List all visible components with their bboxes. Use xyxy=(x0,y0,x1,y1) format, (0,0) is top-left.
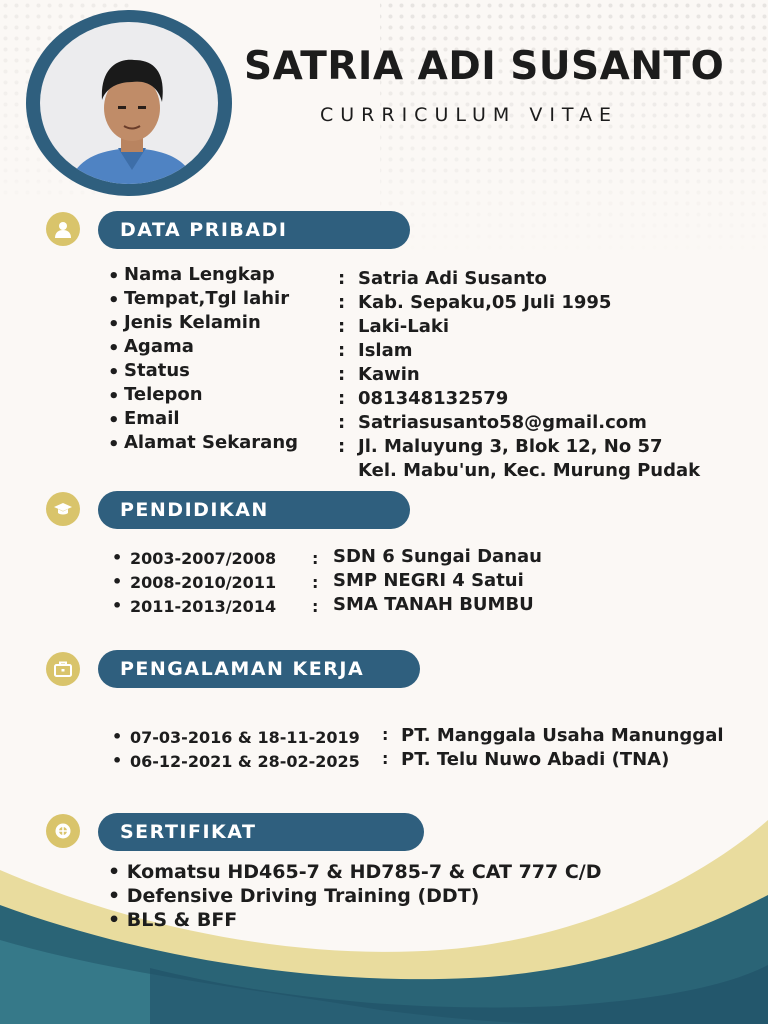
experience-period: 06-12-2021 & 28-02-2025 xyxy=(130,752,360,771)
certificate-item: • Komatsu HD465-7 & HD785-7 & CAT 777 C/D xyxy=(108,861,602,883)
certificate-text: BLS & BFF xyxy=(126,909,238,931)
certificate-text: Komatsu HD465-7 & HD785-7 & CAT 777 C/D xyxy=(126,861,602,883)
field-label: Email xyxy=(124,408,180,429)
section-header-data-pribadi: DATA PRIBADI xyxy=(98,211,410,249)
field-value: Kawin xyxy=(358,364,420,385)
field-value: Satriasusanto58@gmail.com xyxy=(358,412,647,433)
field-label: Status xyxy=(124,360,190,381)
field-label: Jenis Kelamin xyxy=(124,312,261,333)
experience-company: PT. Telu Nuwo Abadi (TNA) xyxy=(401,749,670,770)
experience-period: 07-03-2016 & 18-11-2019 xyxy=(130,728,360,747)
field-value: Laki-Laki xyxy=(358,316,449,337)
section-header-pendidikan: PENDIDIKAN xyxy=(98,491,410,529)
field-value: 081348132579 xyxy=(358,388,509,409)
field-label: Telepon xyxy=(124,384,203,405)
field-value: Satria Adi Susanto xyxy=(358,268,547,289)
profile-photo xyxy=(26,10,232,196)
briefcase-icon xyxy=(46,652,80,686)
field-label: Agama xyxy=(124,336,194,357)
field-value: Islam xyxy=(358,340,413,361)
section-header-sertifikat: SERTIFIKAT xyxy=(98,813,424,851)
certificate-icon xyxy=(46,814,80,848)
person-icon xyxy=(46,212,80,246)
experience-company: PT. Manggala Usaha Manunggal xyxy=(401,725,724,746)
field-label: Tempat,Tgl lahir xyxy=(124,288,290,309)
education-school: SMP NEGRI 4 Satui xyxy=(333,570,524,591)
field-value-continued: Kel. Mabu'un, Kec. Murung Pudak xyxy=(358,460,701,481)
certificate-item: • Defensive Driving Training (DDT) xyxy=(108,885,480,907)
person-name: SATRIA ADI SUSANTO xyxy=(244,44,725,89)
certificate-list xyxy=(108,860,602,932)
field-label: Nama Lengkap xyxy=(124,264,275,285)
education-period: 2003-2007/2008 xyxy=(130,549,277,568)
education-school: SDN 6 Sungai Danau xyxy=(333,546,542,567)
education-school: SMA TANAH BUMBU xyxy=(333,594,534,615)
field-value: Jl. Maluyung 3, Blok 12, No 57 xyxy=(358,436,663,457)
certificate-item: • BLS & BFF xyxy=(108,909,238,931)
field-value: Kab. Sepaku,05 Juli 1995 xyxy=(358,292,612,313)
education-period: 2011-2013/2014 xyxy=(130,597,277,616)
document-subtitle: CURRICULUM VITAE xyxy=(320,104,619,126)
education-period: 2008-2010/2011 xyxy=(130,573,277,592)
certificate-text: Defensive Driving Training (DDT) xyxy=(126,885,480,907)
field-label: Alamat Sekarang xyxy=(124,432,299,453)
graduation-cap-icon xyxy=(46,492,80,526)
section-header-pengalaman-kerja: PENGALAMAN KERJA xyxy=(98,650,420,688)
